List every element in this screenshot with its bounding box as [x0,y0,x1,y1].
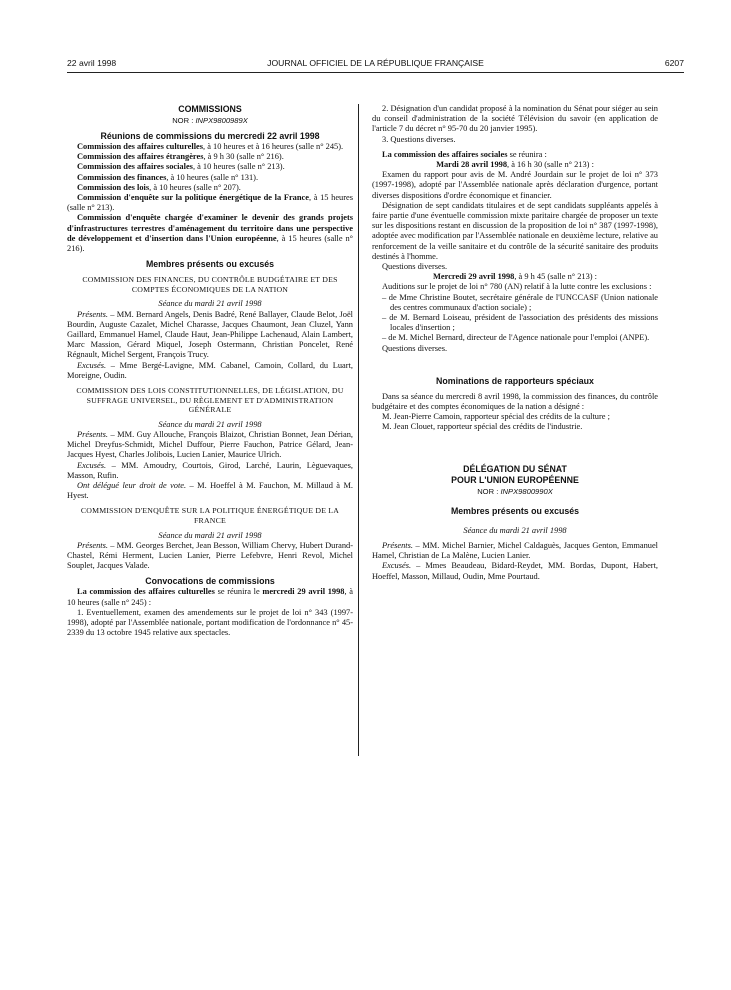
reunion-item: Commission des affaires culturelles, à 10 heures et à 16 heures (salle n° 245). [77,142,344,151]
reunion-item: Commission des affaires sociales, à 10 heures (salle n° 213). [77,162,285,172]
header-title: JOURNAL OFFICIEL DE LA RÉPUBLIQUE FRANÇAISE [267,58,484,68]
auditions-list [372,293,658,344]
lois-seance: Séance du mardi 21 avril 1998 [158,419,262,429]
delegation-title-line-1: DÉLÉGATION DU SÉNAT [463,463,567,474]
mercredi-heading: Mercredi 29 avril 1998, à 9 h 45 (salle n° 213) : [433,272,597,282]
header-page-number: 6207 [664,58,684,68]
nor-code: INPX9800989X [195,116,248,125]
convocation-item-1: 1. Eventuellement, examen des amendements sur le projet de loi n° 343 (1997-1998), adopté par l'Assemblée nationale, portant modification de l'ordonnance n° 45-2339 du 13 octobre 1945 relative aux spectacles. [67,607,353,638]
delegation-title-line-2: POUR L'UNION EUROPÉENNE [451,474,579,485]
nominations-title: Nominations de rapporteurs spéciaux [436,375,594,386]
reunion-item: Commission des affaires étrangères, à 9 h 30 (salle n° 216). [77,152,284,162]
mercredi-questions: Questions diverses. [382,343,448,353]
finances-commission-title: COMMISSION DES FINANCES, DU CONTRÔLE BUDGÉTAIRE ET DES COMPTES ÉCONOMIQUES DE LA NATION [82,275,338,294]
finances-seance: Séance du mardi 21 avril 1998 [158,299,262,309]
mardi-paragraph-2: Désignation de sept candidats titulaires et de sept candidats suppléants appelés à faire partie d'une éventuelle commission mixte paritaire chargée de proposer un texte sur les dispositions restant en discussion de la proposition de loi n° 387 (1997-1998), adoptée avec modification par l'Assemblée nationale en deuxième lecture, relative au renforcement de la veille sanitaire et du contrôle de la sécurité sanitaire des produits destinés à l'homme. [372,200,658,261]
enquete-seance: Séance du mardi 21 avril 1998 [158,530,262,540]
commissions-title: COMMISSIONS [178,104,242,114]
nor-label: NOR : [172,116,194,125]
mardi-heading: Mardi 28 avril 1998, à 16 h 30 (salle n° 213) : [436,160,594,170]
delegation-nor-line: NOR : INPX9800990X [477,486,553,496]
reunion-item: Commission d'enquête sur la politique énergétique de la France, à 15 heures (salle n° 213). [67,193,353,213]
right-column [372,104,658,582]
delegation-membres-title: Membres présents ou excusés [450,505,580,516]
lois-delegue: Ont délégué leur droit de vote. – M. Hoeffel à M. Fauchon, M. Millaud à M. Hyest. [67,481,353,501]
left-column [67,104,353,638]
mardi-paragraph-1: Examen du rapport pour avis de M. André Jourdain sur le projet de loi n° 373 (1997-1998), adopté par l'Assemblée nationale après déclaration d'urgence, portant diverses dispositions d'ordre économique et financier. [372,170,658,200]
convocations-title: Convocations de commissions [145,576,275,587]
lois-excuses: Excusés. – MM. Amoudry, Courtois, Girod, Larché, Laurin, Lèguevaques, Masson, Rufin. [67,460,353,480]
mardi-questions: Questions diverses. [382,262,448,272]
audition-item: – de M. Bernard Loiseau, président de l'association des présidents des missions locales d'insertion ; [382,313,658,333]
finances-excuses: Excusés. – Mme Bergé-Lavigne, MM. Cabanel, Camoin, Collard, du Luart, Moreigne, Oudin. [67,360,353,380]
lois-presents: Présents. – MM. Guy Allouche, François Blaizot, Christian Bonnet, Jean Dérian, Michel Dreyfus-Schmidt, Michel Duffour, Pierre Fauchon, Patrice Gélard, Jean-Jacques Hyest, Charles Jolibois, Lucien Lanier, Maurice Ulrich. [67,430,353,460]
reunion-item: Commission des lois, à 10 heures (salle n° 207). [77,182,241,192]
nominations-paragraph: Dans sa séance du mercredi 8 avril 1998, la commission des finances, du contrôle budgétaire et des comptes économiques de la nation a désigné : [372,391,658,412]
finances-presents: Présents. – MM. Bernard Angels, Denis Badré, René Ballayer, Claude Belot, Joël Bourdin, Auguste Cazalet, Michel Charasse, Jacques Chaumont, Jean Cluzel, Yann Gaillard, Emmanuel Hamel, Claude Haut, Jean-Philippe Lachenaud, Alain Lambert, Marc Massion, Gérard Miquel, Joseph Ostermann, Christian Poncelet, René Régnault, Michel Sergent, François Trucy. [67,309,353,360]
mercredi-paragraph: Auditions sur le projet de loi n° 780 (AN) relatif à la lutte contre les exclusions : [382,282,652,292]
reunions-title: Réunions de commissions du mercredi 22 avril 1998 [100,131,320,141]
convocation-item-3: 3. Questions diverses. [382,134,456,144]
membres-title: Membres présents ou excusés [145,259,275,270]
audition-item: – de M. Michel Bernard, directeur de l'Agence nationale pour l'emploi (ANPE). [382,333,650,343]
nomination-2: M. Jean Clouet, rapporteur spécial des crédits de l'industrie. [382,422,583,432]
sociales-intro: La commission des affaires sociales se réunira : [382,149,547,159]
header-rule [67,72,684,73]
reunion-item: Commission des finances, à 10 heures (salle n° 131). [77,172,259,182]
delegation-presents: Présents. – MM. Michel Barnier, Michel Caldaguès, Jacques Genton, Emmanuel Hamel, Christian de La Malène, Lucien Lanier. [372,540,658,561]
audition-item: – de Mme Christine Boutet, secrétaire générale de l'UNCCASF (Union nationale des centres communaux d'action sociale) ; [382,292,658,312]
delegation-excuses: Excusés. – Mmes Beaudeau, Bidard-Reydet, MM. Bordas, Dupont, Habert, Hoeffel, Masson, Millaud, Oudin, Mme Pourtaud. [372,561,658,581]
delegation-seance: Séance du mardi 21 avril 1998 [463,525,567,535]
nor-line [67,115,353,126]
reunions-list [67,142,353,254]
column-separator [358,104,359,756]
convocation-intro: La commission des affaires culturelles se réunira le mercredi 29 avril 1998, à 10 heures (salle n° 245) : [67,587,353,607]
page-header [67,58,684,70]
convocation-item-2: 2. Désignation d'un candidat proposé à la nomination du Sénat pour siéger au sein du conseil d'administration de la société Télévision du savoir (en application de l'article 7 du décret n° 95-70 du 20 janvier 1995). [372,104,658,134]
reunion-item: Commission d'enquête chargée d'examiner le devenir des grands projets d'infrastructures terrestres d'aménagement du territoire dans une perspective de développement et d'insertion dans l'Union européenne, à 15 heures (salle n° 216). [67,213,354,254]
nomination-1: M. Jean-Pierre Camoin, rapporteur spécial des crédits de la culture ; [382,412,610,422]
lois-commission-title: COMMISSION DES LOIS CONSTITUTIONNELLES, DE LÉGISLATION, DU SUFFRAGE UNIVERSEL, DU RÈGLEMENT ET D'ADMINISTRATION GÉNÉRALE [76,386,344,415]
enquete-presents: Présents. – MM. Georges Berchet, Jean Besson, William Chervy, Hubert Durand-Chastel, Rémi Herment, Lucien Lanier, Pierre Lefebvre, Henri Revol, Michel Souplet, Jacques Valade. [67,540,353,571]
enquete-commission-title: COMMISSION D'ENQUÊTE SUR LA POLITIQUE ÉNERGÉTIQUE DE LA FRANCE [80,506,340,526]
header-date: 22 avril 1998 [67,58,117,68]
